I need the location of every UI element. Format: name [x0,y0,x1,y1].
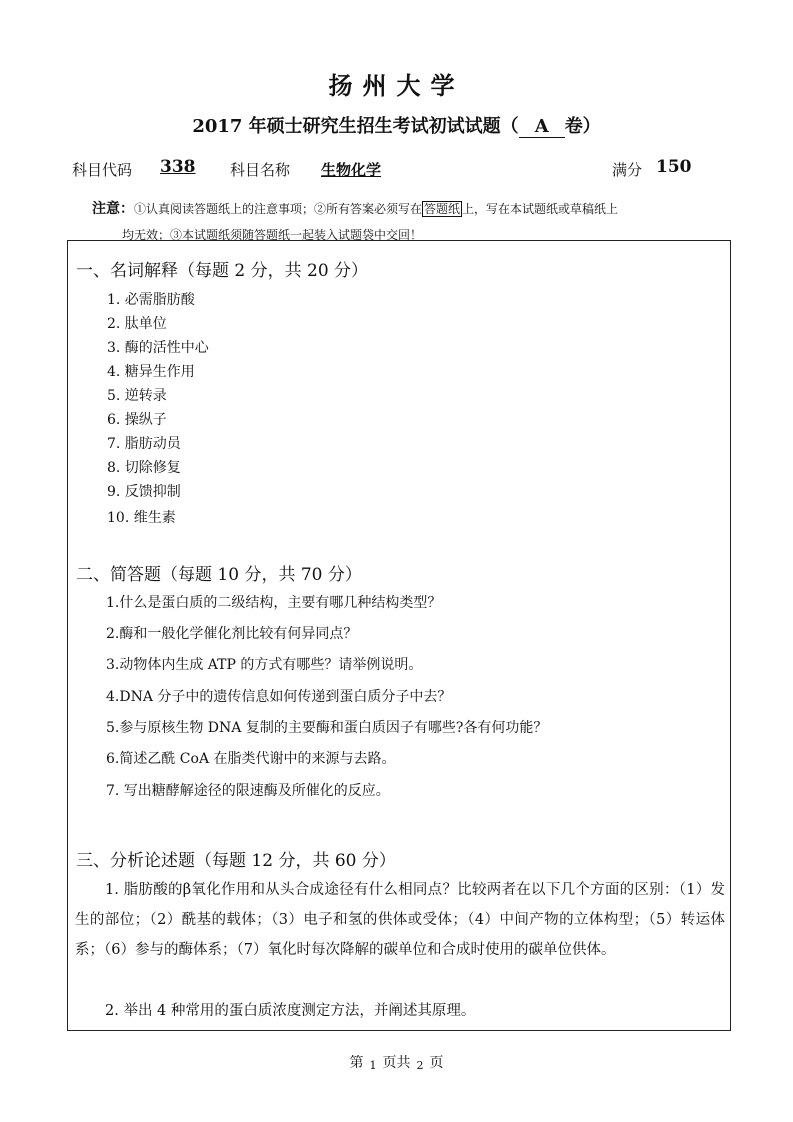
exam-title [0,112,793,138]
short-answer-question: 7. 写出糖酵解途径的限速酶及所催化的反应。 [106,783,390,799]
term-item: 7. 脂肪动员 [107,436,181,452]
subject-info-row [72,158,712,182]
section-3-title: 三、分析论述题（每题 12 分，共 60 分） [76,851,396,871]
page-footer [0,1052,793,1072]
term-item: 10. 维生素 [107,510,176,526]
title-suffix: 卷） [564,116,601,137]
footer-page-label: 第 [349,1055,364,1071]
short-answer-question: 2.酶和一般化学催化剂比较有何异同点？ [106,626,358,642]
subject-name-label: 科目名称 [230,161,291,179]
footer-mid-label: 页共 [382,1055,411,1071]
term-item: 1. 必需脂肪酸 [107,292,195,308]
title-prefix: 2017 年硕士研究生招生考试初试试题（ [192,116,519,137]
essay-question-1: 1. 脂肪酸的β氧化作用和从头合成途径有什么相同点？比较两者在以下几个方面的区别：（1）发生的部位；（2）酰基的载体；（3）电子和氢的供体或受体；（4）中间产物的立体构型；（5）转运体系；（6）参与的酶体系；（7）氧化时每次降解的碳单位和合成时使用的碳单位供体。 [75,882,725,958]
notice-label: 注意： [92,201,134,217]
volume-letter: A [519,116,565,138]
term-item: 2. 肽单位 [107,316,167,332]
footer-end-label: 页 [429,1055,444,1071]
footer-page-number: 1 [369,1059,377,1072]
term-item: 5. 逆转录 [107,388,167,404]
essay-question-2: 2. 举出 4 种常用的蛋白质浓度测定方法，并阐述其原理。 [105,1003,476,1019]
notice-boxed-term: 答题纸 [424,202,461,216]
full-score: 150 [656,157,692,177]
subject-code: 338 [160,157,196,177]
subject-code-label: 科目代码 [72,161,133,179]
notice-line-1 [92,196,732,222]
section-2-title: 二、简答题（每题 10 分，共 70 分） [76,565,362,585]
subject-name: 生物化学 [321,161,382,179]
footer-total-pages: 2 [416,1059,424,1072]
term-item: 6. 操纵子 [107,412,167,428]
term-item: 9. 反馈抑制 [107,484,181,500]
notice-line-2: 均无效；③本试题纸须随答题纸一起装入试题袋中交回！ [122,228,423,242]
term-item: 4. 糖异生作用 [107,364,195,380]
full-score-label: 满分 [612,161,643,179]
short-answer-question: 1.什么是蛋白质的二级结构，主要有哪几种结构类型？ [106,595,442,611]
university-name: 扬州大学 [328,71,465,100]
section-1-title: 一、名词解释（每题 2 分，共 20 分） [76,261,369,281]
notice-text-b: 上，写在本试题纸或草稿纸上 [462,202,619,216]
short-answer-question: 5.参与原核生物 DNA 复制的主要酶和蛋白质因子有哪些?各有何功能？ [106,720,548,736]
short-answer-question: 6.简述乙酰 CoA 在脂类代谢中的来源与去路。 [106,751,396,767]
notice-text-a: ①认真阅读答题纸上的注意事项；②所有答案必须写在 [134,202,423,216]
short-answer-question: 4.DNA 分子中的遗传信息如何传递到蛋白质分子中去？ [106,689,452,705]
term-item: 8. 切除修复 [107,460,181,476]
term-item: 3. 酶的活性中心 [107,340,209,356]
short-answer-question: 3.动物体内生成 ATP 的方式有哪些？请举例说明。 [106,657,423,673]
